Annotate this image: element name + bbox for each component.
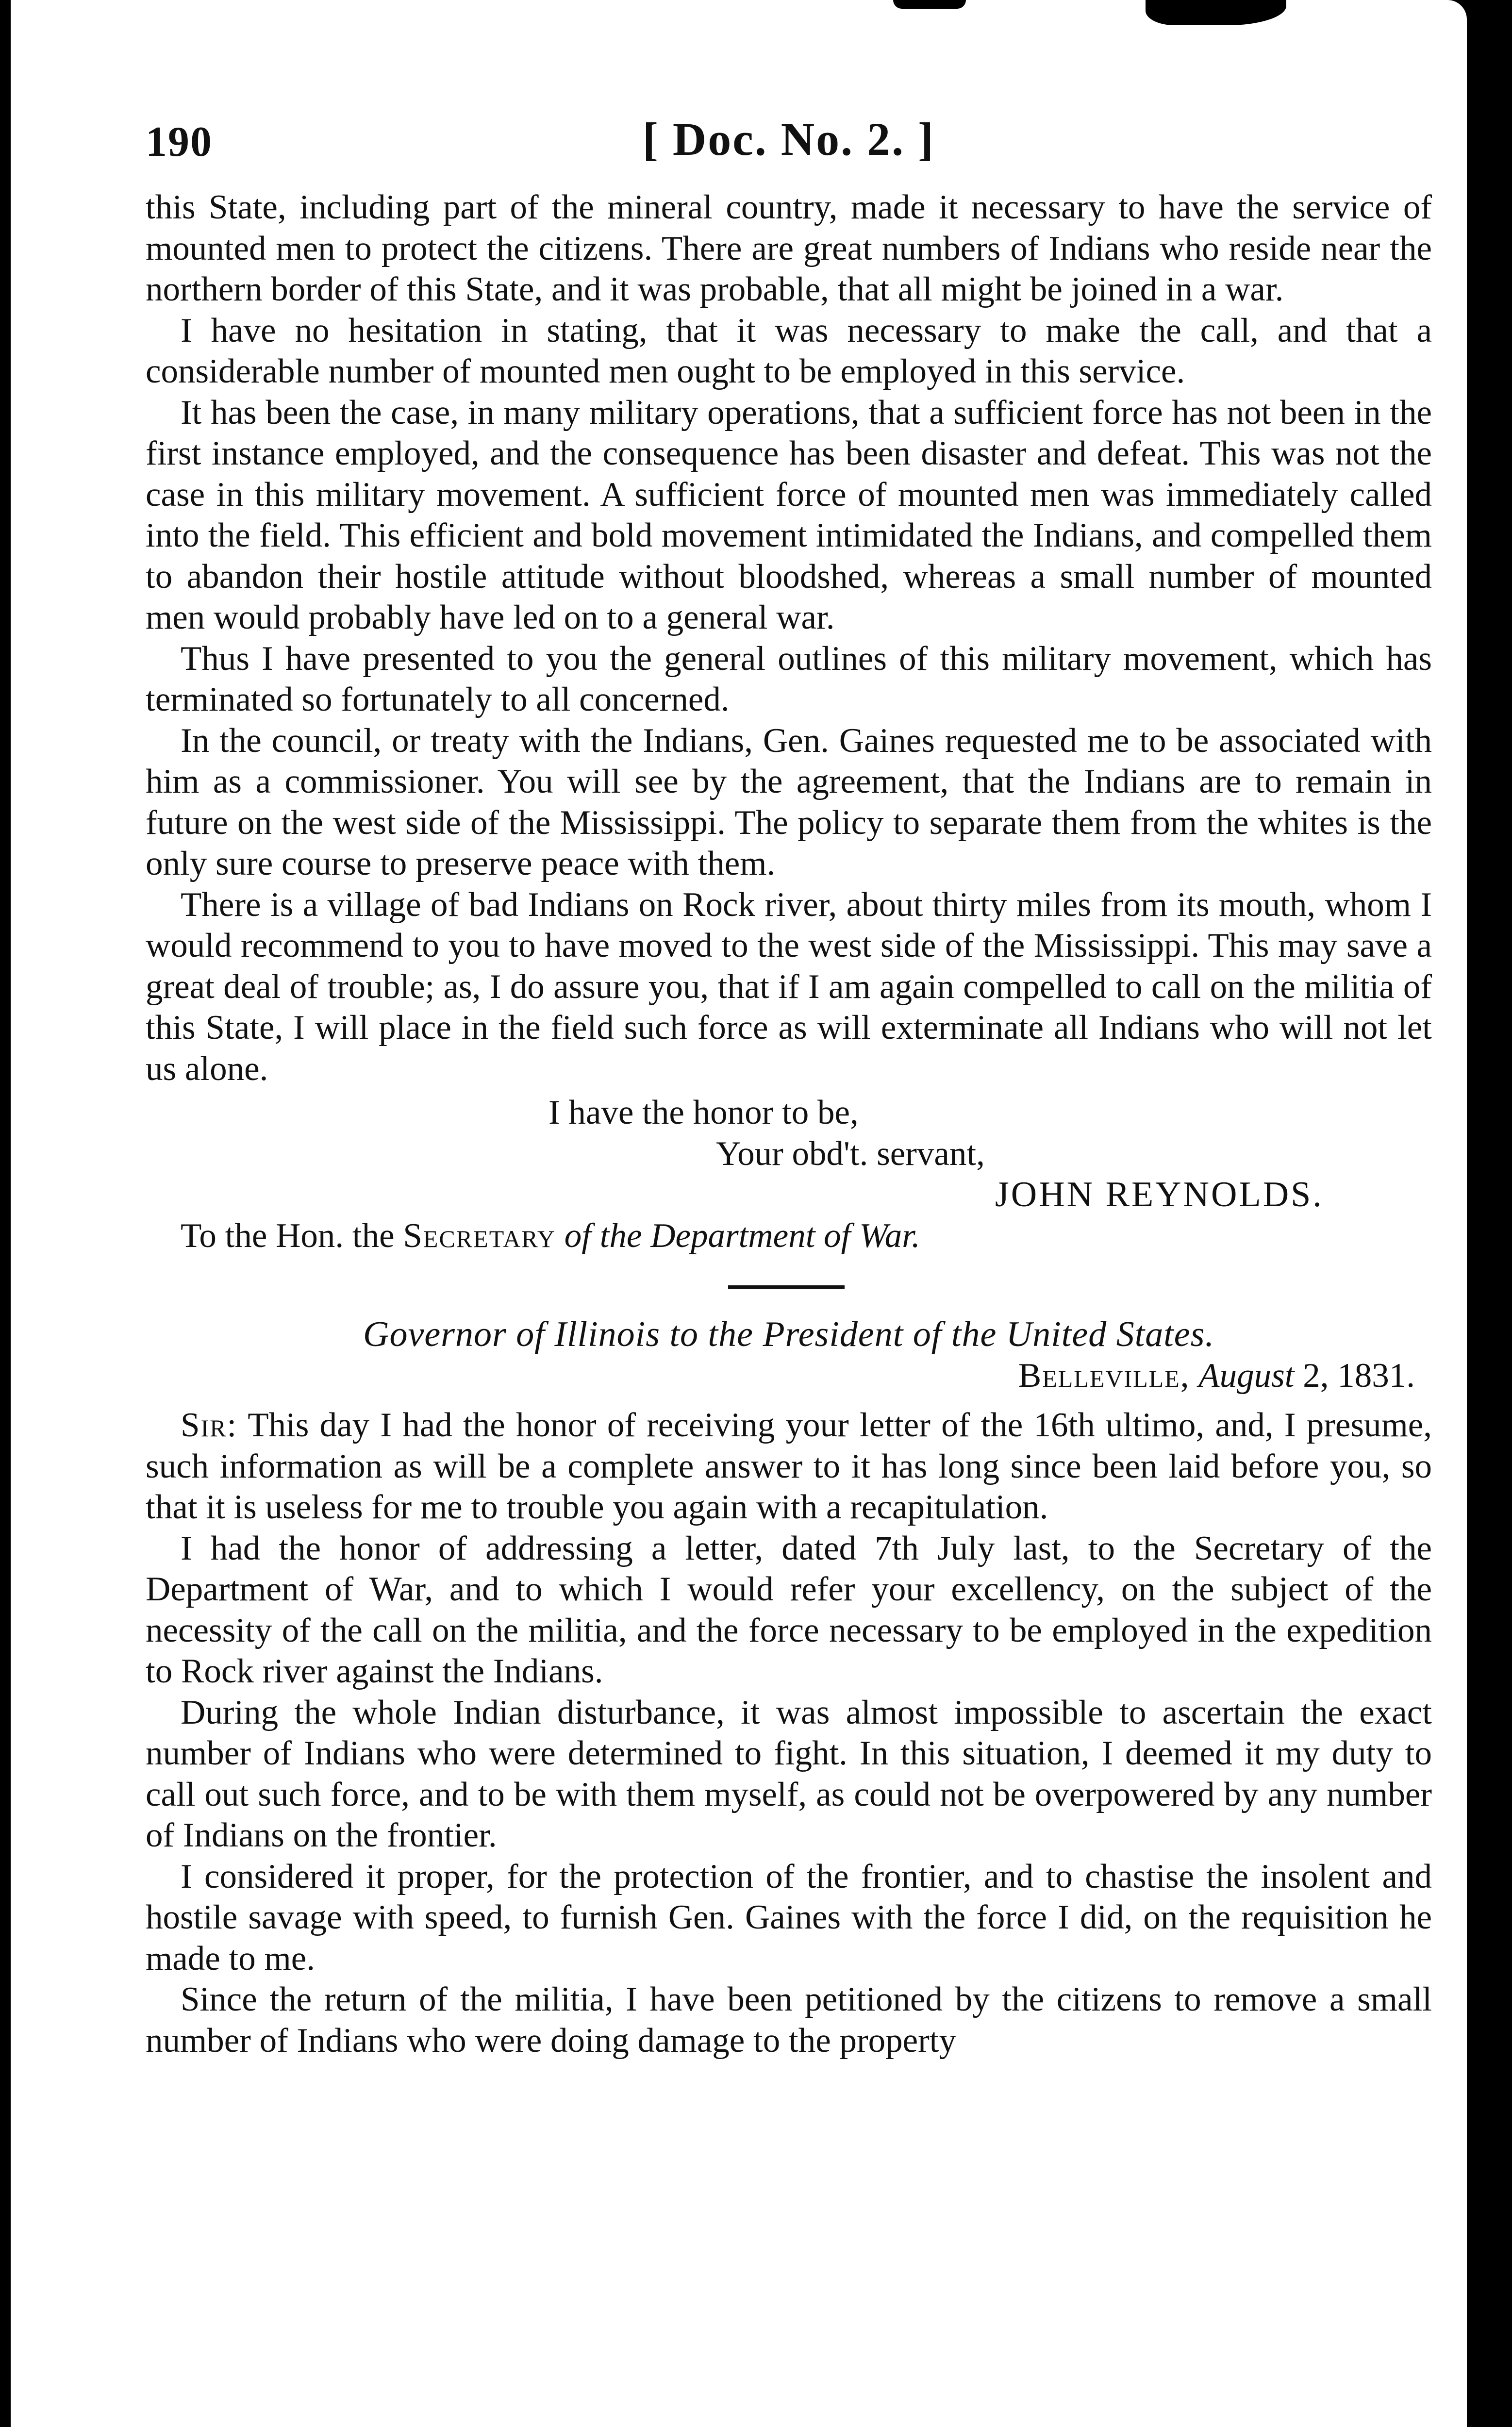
paragraph: I have no hesitation in stating, that it was necessary to make the call, and that a considerable number of mounted men ought to be employed in this service.: [146, 311, 1432, 390]
salutation: Sir:: [181, 1406, 238, 1444]
letter-closing: [146, 1092, 1432, 1256]
paragraph: I considered it proper, for the protection of the frontier, and to chastise the insolent and hostile savage with speed, to furnish Gen. Gaines with the force I did, on the requisition he made to me.: [146, 1857, 1432, 1978]
page-number: 190: [146, 118, 213, 166]
letter-to-president: [146, 1314, 1432, 2061]
scan-top-mark-small: [893, 0, 966, 9]
letter-title: Governor of Illinois to the President of the United States.: [363, 1314, 1214, 1354]
recipient-title: Secretary: [403, 1216, 556, 1255]
dateline-place: Belleville,: [1018, 1356, 1190, 1395]
document-label: [ Doc. No. 2. ]: [642, 113, 935, 165]
page-header: [146, 114, 1432, 187]
scan-top-mark: [1146, 0, 1286, 25]
dateline-month: August: [1198, 1356, 1295, 1395]
paragraph: During the whole Indian disturbance, it was almost impossible to ascertain the exact number of Indians who were determined to fight. In this situation, I deemed it my duty to call out such force, and to be with them myself, as could not be overpowered by any number of Indians on the frontier.: [146, 1693, 1432, 1854]
closing-servant: Your obd't. servant,: [716, 1134, 985, 1173]
paragraph: There is a village of bad Indians on Rock river, about thirty miles from its mouth, whom I would recommend to you to have moved to the west side of the Mississippi. This may save a great deal of trouble; as, I do assure you, that if I am again compelled to call on the militia of this State, I will place in the field such force as will exterminate all Indians who will not let us alone.: [146, 885, 1432, 1088]
scan-left-edge: [0, 0, 11, 2427]
recipient-line: [146, 1215, 1432, 1257]
closing-honor: I have the honor to be,: [548, 1094, 859, 1131]
dateline: [146, 1355, 1432, 1396]
recipient-suffix: of the Department of War.: [564, 1216, 920, 1255]
paragraph: I had the honor of addressing a letter, dated 7th July last, to the Secretary of the Department of War, and to which I would refer your excellency, on the subject of the necessity of the call on the militia, and the force necessary to be employed in the expedition to Rock river against the Indians.: [146, 1529, 1432, 1690]
recipient-prefix: To the Hon. the: [181, 1216, 395, 1255]
paragraph: this State, including part of the mineral country, made it necessary to have the service of mounted men to protect the citizens. There are great numbers of Indians who reside near the northern border of this State, and it was probable, that all might be joined in a war.: [146, 188, 1432, 308]
paragraph: It has been the case, in many military operations, that a sufficient force has not been in the first instance employed, and the consequence has been disaster and defeat. This was not the case in this military movement. A sufficient force of mounted men was immediately called into the field. This efficient and bold movement intimidated the Indians, and compelled them to abandon their hostile attitude without bloodshed, whereas a small number of mounted men would probably have led on to a general war.: [146, 393, 1432, 636]
letter-to-secretary-of-war: [146, 187, 1432, 1256]
paragraph: Since the return of the militia, I have been petitioned by the citizens to remove a small number of Indians who were doing damage to the property: [146, 1980, 1432, 2060]
section-divider: [728, 1285, 845, 1289]
page-content: [146, 114, 1432, 2061]
paragraph: Thus I have presented to you the general outlines of this military movement, which has terminated so fortunately to all concerned.: [146, 639, 1432, 718]
paragraph-text: This day I had the honor of receiving your letter of the 16th ultimo, and, I presume, such information as will be a complete answer to it has long since been laid before you, so that it is useless for me to trouble you again with a recapitulation.: [146, 1406, 1432, 1526]
dateline-day-year: 2, 1831.: [1303, 1356, 1415, 1395]
paragraph: [146, 1405, 1432, 1528]
signature: JOHN REYNOLDS.: [995, 1175, 1324, 1214]
paragraph: In the council, or treaty with the Indians, Gen. Gaines requested me to be associated with him as a commissioner. You will see by the agreement, that the Indians are to remain in future on the west side of the Mississippi. The policy to separate them from the whites is the only sure course to preserve peace with them.: [146, 721, 1432, 882]
